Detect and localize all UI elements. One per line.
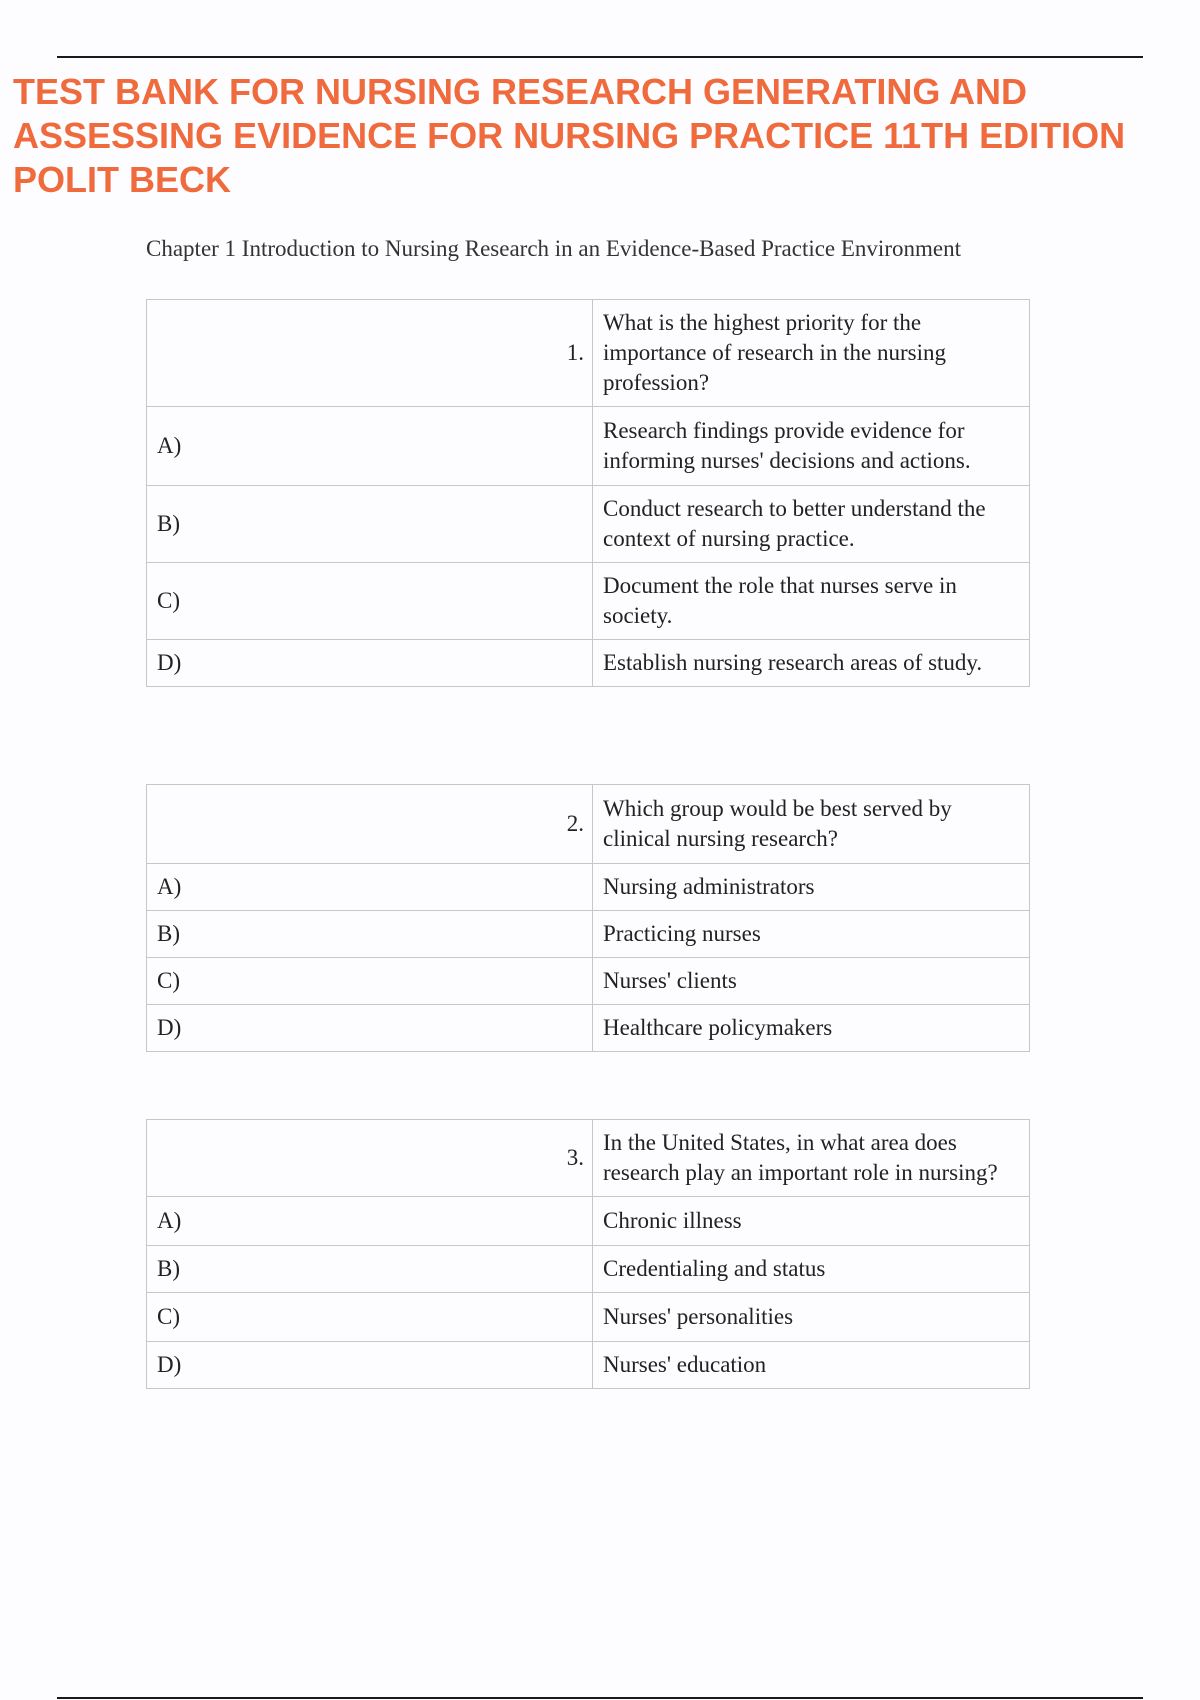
option-text: Nursing administrators xyxy=(593,864,1030,911)
option-text: Nurses' clients xyxy=(593,958,1030,1005)
option-row-b xyxy=(147,1246,1030,1293)
option-text: Conduct research to better understand the context of nursing practice. xyxy=(593,486,1030,563)
option-label: A) xyxy=(147,864,593,911)
question-table-3 xyxy=(146,1119,1030,1389)
option-label: C) xyxy=(147,563,593,640)
question-number: 1. xyxy=(147,300,593,407)
option-row-c xyxy=(147,1293,1030,1342)
option-text: Practicing nurses xyxy=(593,911,1030,958)
option-row-a xyxy=(147,407,1030,486)
option-label: C) xyxy=(147,1293,593,1342)
option-row-c xyxy=(147,563,1030,640)
option-label: A) xyxy=(147,1197,593,1246)
option-row-c xyxy=(147,958,1030,1005)
option-row-b xyxy=(147,486,1030,563)
option-text: Credentialing and status xyxy=(593,1246,1030,1293)
option-label: D) xyxy=(147,1005,593,1052)
question-row xyxy=(147,785,1030,864)
option-row-d xyxy=(147,1005,1030,1052)
option-row-d xyxy=(147,1342,1030,1389)
question-number: 2. xyxy=(147,785,593,864)
question-row xyxy=(147,300,1030,407)
question-table-1 xyxy=(146,299,1030,687)
option-text: Research findings provide evidence for informing nurses' decisions and actions. xyxy=(593,407,1030,486)
option-row-a xyxy=(147,1197,1030,1246)
option-text: Healthcare policymakers xyxy=(593,1005,1030,1052)
option-label: B) xyxy=(147,911,593,958)
option-text: Chronic illness xyxy=(593,1197,1030,1246)
bottom-divider xyxy=(57,1697,1143,1699)
option-label: B) xyxy=(147,1246,593,1293)
option-row-b xyxy=(147,911,1030,958)
option-label: D) xyxy=(147,640,593,687)
option-label: A) xyxy=(147,407,593,486)
option-label: D) xyxy=(147,1342,593,1389)
option-text: Establish nursing research areas of study. xyxy=(593,640,1030,687)
question-text: What is the highest priority for the importance of research in the nursing profession? xyxy=(593,300,1030,407)
option-row-d xyxy=(147,640,1030,687)
option-label: B) xyxy=(147,486,593,563)
top-divider xyxy=(57,56,1143,58)
option-text: Nurses' personalities xyxy=(593,1293,1030,1342)
document-title: TEST BANK FOR NURSING RESEARCH GENERATING AND ASSESSING EVIDENCE FOR NURSING PRACTICE 11TH EDITION POLIT BECK xyxy=(13,71,1126,200)
question-text: In the United States, in what area does research play an important role in nursing? xyxy=(593,1120,1030,1197)
question-table-2 xyxy=(146,784,1030,1052)
question-text: Which group would be best served by clinical nursing research? xyxy=(593,785,1030,864)
option-text: Nurses' education xyxy=(593,1342,1030,1389)
question-number: 3. xyxy=(147,1120,593,1197)
chapter-heading: Chapter 1 Introduction to Nursing Research in an Evidence-Based Practice Environment xyxy=(146,236,961,261)
question-row xyxy=(147,1120,1030,1197)
option-label: C) xyxy=(147,958,593,1005)
option-text: Document the role that nurses serve in society. xyxy=(593,563,1030,640)
option-row-a xyxy=(147,864,1030,911)
